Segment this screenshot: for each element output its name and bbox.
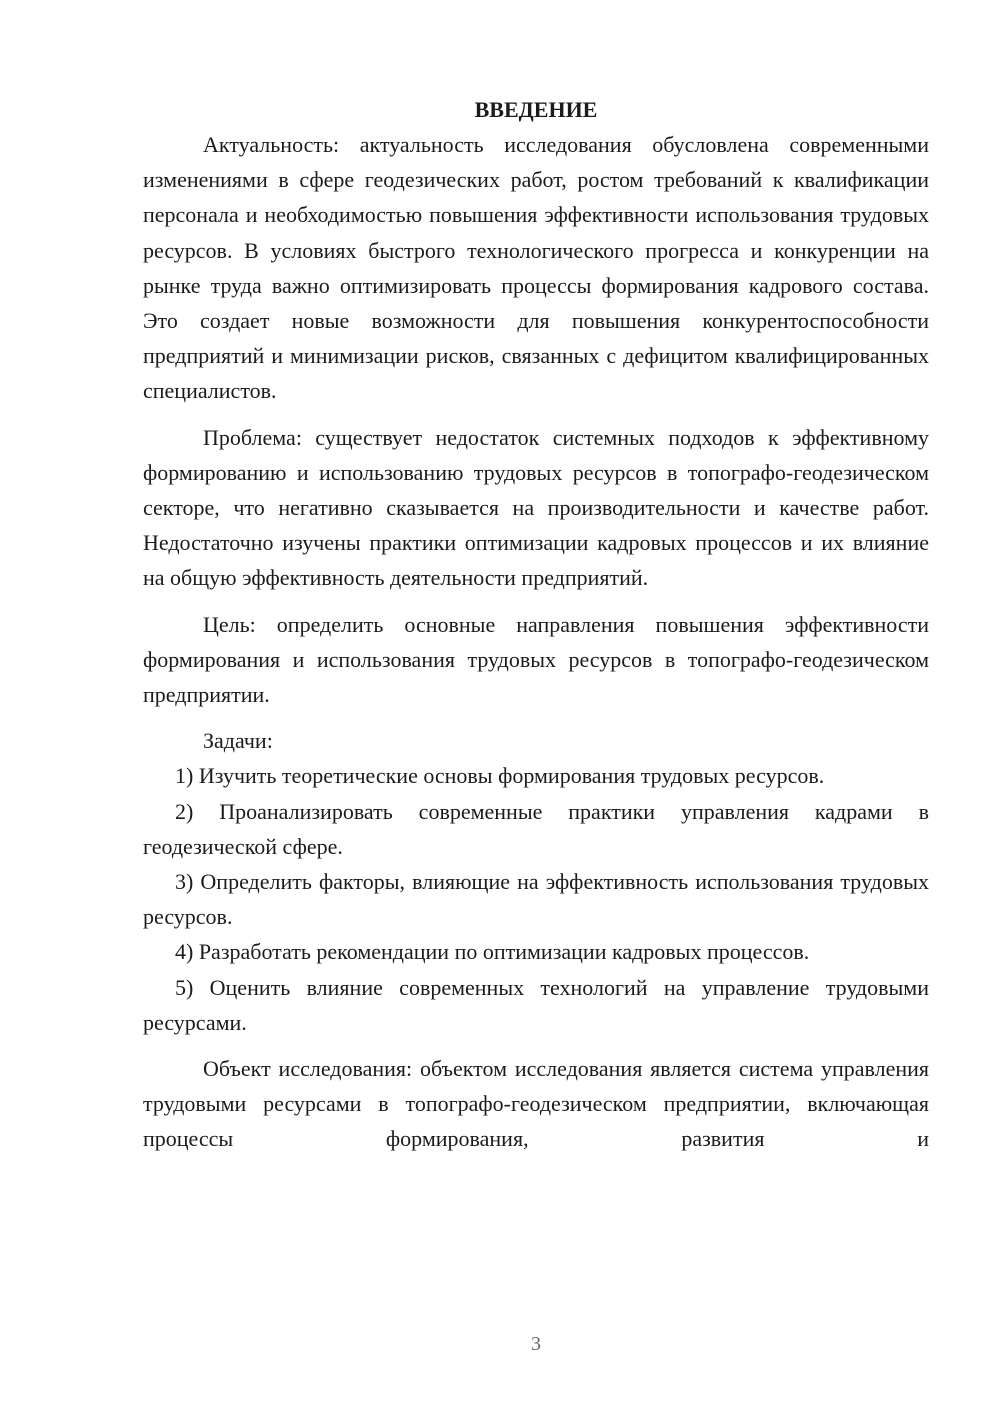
paragraph-goal: Цель: определить основные направления повышения эффективности формирования и использования трудовых ресурсов в топографо-геодезическом предприятии. xyxy=(143,611,929,708)
paragraph-tasks-heading: Задачи: xyxy=(203,728,273,754)
paragraph-relevance: Актуальность: актуальность исследования обусловлена современными изменениями в сфере геодезических работ, ростом требований к квалификации персонала и необходимостью повышения эффективности использования трудовых ресурсов. В условиях быстрого технологического прогресса и конкуренции на рынке труда важно оптимизировать процессы формирования кадрового состава. Это создает новые возможности для повышения конкурентоспособности предприятий и минимизации рисков, связанных с дефицитом квалифицированных специалистов. xyxy=(143,132,929,404)
task-item: 5) Оценить влияние современных технологий на управление трудовыми ресурсами. xyxy=(143,974,929,1035)
page-number: 3 xyxy=(531,1333,541,1355)
paragraph-object: Объект исследования: объектом исследования является система управления трудовыми ресурсами в топографо-геодезическом предприятии, включающая процессы формирования, развития и xyxy=(143,1056,929,1152)
document-page xyxy=(143,92,929,1157)
task-item: 4) Разработать рекомендации по оптимизации кадровых процессов. xyxy=(175,939,810,965)
task-item: 3) Определить факторы, влияющие на эффективность использования трудовых ресурсов. xyxy=(143,869,929,930)
page-title: ВВЕДЕНИЕ xyxy=(474,97,598,122)
task-item: 2) Проанализировать современные практики управления кадрами в геодезической сфере. xyxy=(143,798,929,859)
paragraph-problem: Проблема: существует недостаток системных подходов к эффективному формированию и использованию трудовых ресурсов в топографо-геодезическом секторе, что негативно сказывается на производительности и качестве работ. Недостаточно изучены практики оптимизации кадровых процессов и их влияние на общую эффективность деятельности предприятий. xyxy=(143,424,929,591)
task-item: 1) Изучить теоретические основы формирования трудовых ресурсов. xyxy=(175,763,825,789)
